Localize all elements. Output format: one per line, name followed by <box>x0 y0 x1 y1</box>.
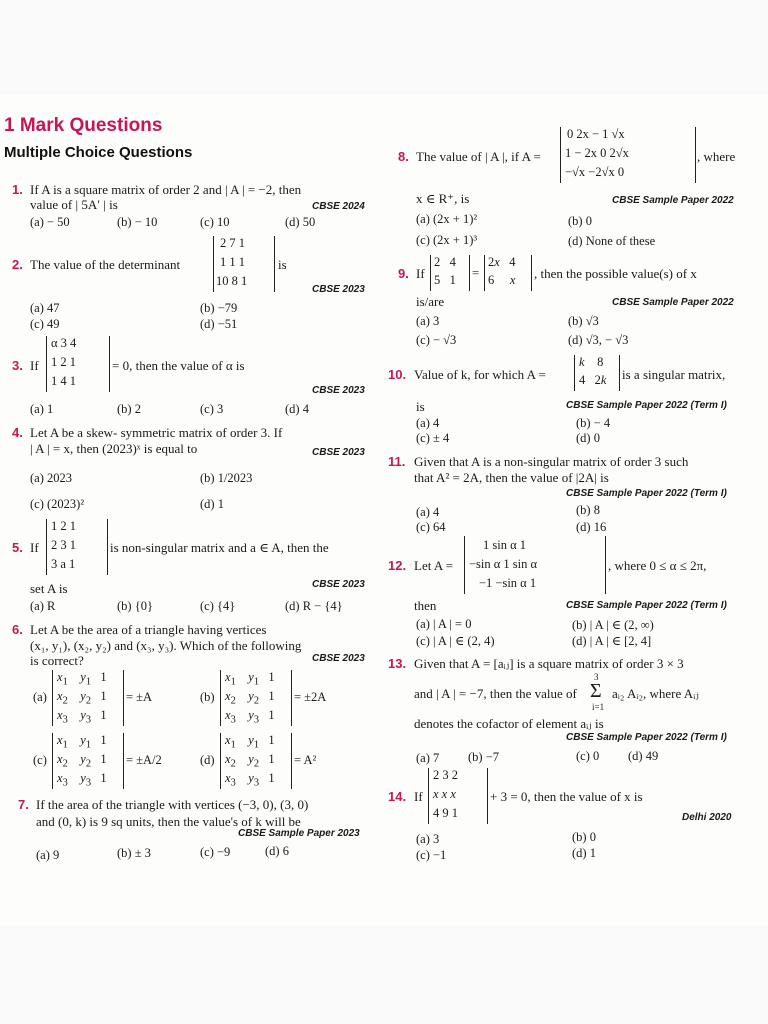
question-source: CBSE Sample Paper 2022 <box>612 195 734 206</box>
question-text-cont: value of | 5A′ | is <box>30 197 118 212</box>
option-a: (a) (2x + 1)² <box>416 212 478 226</box>
question-text: Value of k, for which A = <box>414 367 546 382</box>
option-a: (a) − 50 <box>30 215 70 229</box>
question-source: CBSE 2023 <box>312 653 365 664</box>
question-text-cont: set A is <box>30 581 68 596</box>
matrix <box>46 519 108 575</box>
option-d: (d) 49 <box>628 749 659 763</box>
question-source: CBSE Sample Paper 2023 <box>238 828 360 839</box>
question-source: CBSE Sample Paper 2022 (Term I) <box>566 732 727 743</box>
option-b-determinant: $x_1$ $y_1$ 1 $x_2$ $y_2$ 1 $x_3$ $y_3$ 1 <box>220 670 292 726</box>
matrix <box>560 127 696 183</box>
option-d: (d) 6 <box>265 844 289 858</box>
question-number: 2. <box>12 257 23 272</box>
option-d: (d) None of these <box>568 234 656 248</box>
matrix: k 8 4 2k <box>574 355 620 391</box>
option-d: (d) 50 <box>285 215 316 229</box>
question-text: Given that A is a non-singular matrix of order 3 such <box>414 454 689 469</box>
option-a-label: (a) <box>33 690 47 704</box>
question-number: 4. <box>12 425 23 440</box>
question-text-cont: (x₁, y₁), (x₂, y₂) and (x₃, y₃). Which of the following <box>30 638 302 653</box>
option-d: (d) 1 <box>572 846 596 860</box>
sum-upper-limit: 3 <box>594 672 599 682</box>
question-text: If <box>30 358 39 373</box>
question-text: If A is a square matrix of order 2 and | A | = −2, then <box>30 182 302 197</box>
option-d: (d) √3, − √3 <box>568 333 629 347</box>
question-text: If <box>414 789 423 804</box>
question-number: 8. <box>398 149 409 164</box>
option-c: (c) (2023)² <box>30 497 85 511</box>
question-number: 11. <box>388 454 406 469</box>
determinant-matrix <box>428 768 488 824</box>
question-source: CBSE Sample Paper 2022 (Term I) <box>566 600 727 611</box>
option-b: (b) ± 3 <box>117 846 151 860</box>
option-d: (d) 16 <box>576 520 607 534</box>
question-number: 3. <box>12 358 23 373</box>
matrix-row: 4 9 1 <box>433 806 458 820</box>
option-d: (d) R − {4} <box>285 599 343 613</box>
option-a: (a) 4 <box>416 505 440 519</box>
option-d: = A² <box>294 753 317 767</box>
option-d: (d) −51 <box>200 317 238 331</box>
matrix-row: α 3 4 <box>51 336 77 350</box>
option-a: (a) 7 <box>416 751 440 765</box>
option-a: (a) 1 <box>30 402 54 416</box>
option-c: (c) ± 4 <box>416 431 450 445</box>
option-b: (b) − 10 <box>117 215 158 229</box>
matrix-row: x x x <box>433 787 456 801</box>
determinant-left: 2 4 5 1 <box>430 255 470 291</box>
question-text-cont: that A² = 2A, then the value of |2A| is <box>414 470 609 485</box>
matrix-row: 1 4 1 <box>51 374 76 388</box>
sigma-symbol: Σ <box>590 680 602 702</box>
option-b: (b) 1/2023 <box>200 471 253 485</box>
option-b: (b) {0} <box>117 599 153 613</box>
option-c: (c) (2x + 1)³ <box>416 233 478 247</box>
question-text: Let A = <box>414 558 454 573</box>
matrix-row: −sin α 1 sin α <box>469 557 538 571</box>
question-tail: is <box>278 257 287 272</box>
equals-sign: = <box>472 266 480 280</box>
question-text-cont: is <box>416 399 425 414</box>
option-c: = ±A/2 <box>126 753 162 767</box>
option-a: (a) 4 <box>416 416 440 430</box>
question-number: 1. <box>12 182 23 197</box>
option-d: (d) 4 <box>285 402 309 416</box>
question-text-cont: is/are <box>416 294 445 309</box>
option-a: (a) 3 <box>416 314 440 328</box>
option-d-label: (d) <box>200 753 215 767</box>
matrix-row: 1 2 1 <box>51 355 76 369</box>
option-c: (c) − √3 <box>416 333 457 347</box>
question-tail: , then the possible value(s) of x <box>534 266 697 281</box>
matrix-row: 2 3 2 <box>433 768 458 782</box>
question-number: 13. <box>388 656 407 671</box>
question-text: Let A be the area of a triangle having vertices <box>30 622 267 637</box>
question-number: 7. <box>18 797 29 812</box>
question-tail: is non-singular matrix and a ∈ A, then the <box>110 540 329 555</box>
option-d: (d) 1 <box>200 497 224 511</box>
option-b: (b) 0 <box>572 830 596 844</box>
question-tail: + 3 = 0, then the value of x is <box>490 789 643 804</box>
question-tail: = 0, then the value of α is <box>112 358 245 373</box>
question-text: If <box>30 540 39 555</box>
option-c: (c) 49 <box>30 317 60 331</box>
question-text: If the area of the triangle with vertices (−3, 0), (3, 0) <box>36 797 309 812</box>
matrix-row: 2 7 1 <box>220 236 245 250</box>
matrix <box>464 536 606 594</box>
matrix-row: −√x −2√x 0 <box>565 165 625 179</box>
option-a: = ±A <box>126 690 153 704</box>
question-tail: , where <box>697 149 736 164</box>
option-a: (a) R <box>30 599 56 613</box>
question-source: CBSE 2024 <box>312 201 365 212</box>
option-c-label: (c) <box>33 753 47 767</box>
question-text-cont: and (0, k) is 9 sq units, then the value's of k will be <box>36 814 301 829</box>
question-source: Delhi 2020 <box>682 812 732 823</box>
option-b: (b) 0 <box>568 214 592 228</box>
matrix-row: 3 a 1 <box>51 557 76 571</box>
option-b: (b) −79 <box>200 301 238 315</box>
option-a: (a) 47 <box>30 301 60 315</box>
option-b: (b) | A | ∈ (2, ∞) <box>572 618 654 632</box>
matrix-row: 1 sin α 1 <box>483 538 527 552</box>
question-number: 10. <box>388 367 407 382</box>
option-c: (c) −1 <box>416 848 447 862</box>
sum-lower-limit: i=1 <box>592 702 605 712</box>
option-b: (b) 8 <box>576 503 600 517</box>
determinant-matrix <box>46 336 110 392</box>
question-tail: is a singular matrix, <box>622 367 726 382</box>
determinant-matrix <box>213 236 275 292</box>
question-number: 6. <box>12 622 23 637</box>
determinant-right: 2x 4 6 x <box>484 255 532 291</box>
question-text: Let A be a skew- symmetric matrix of order 3. If <box>30 425 283 440</box>
option-d: (d) 0 <box>576 431 600 445</box>
option-b: (b) 2 <box>117 402 141 416</box>
matrix-row: −1 −sin α 1 <box>479 576 537 590</box>
question-number: 9. <box>398 266 409 281</box>
option-c: (c) 64 <box>416 520 446 534</box>
option-c: (c) 10 <box>200 215 230 229</box>
question-source: CBSE Sample Paper 2022 (Term I) <box>566 400 727 411</box>
question-text-cont: and | A | = −7, then the value of <box>414 686 577 701</box>
option-a: (a) 9 <box>36 848 60 862</box>
question-number: 5. <box>12 540 23 555</box>
option-b: = ±2A <box>294 690 327 704</box>
option-b: (b) − 4 <box>576 416 611 430</box>
question-tail: aᵢ₂ Aᵢ₂, where Aᵢⱼ <box>612 686 699 701</box>
question-tail: , where 0 ≤ α ≤ 2π, <box>608 558 707 573</box>
option-a: (a) 2023 <box>30 471 72 485</box>
question-source: CBSE 2023 <box>312 284 365 295</box>
question-source: CBSE 2023 <box>312 447 365 458</box>
question-source: CBSE 2023 <box>312 579 365 590</box>
question-text: If <box>416 266 425 281</box>
option-c: (c) {4} <box>200 599 236 613</box>
matrix-row: 0 2x − 1 √x <box>567 127 625 141</box>
option-c: (c) −9 <box>200 845 231 859</box>
question-text-cont: | A | = x, then (2023)ˣ is equal to <box>30 441 198 456</box>
matrix-row: 1 − 2x 0 2√x <box>565 146 629 160</box>
option-a: (a) 3 <box>416 832 440 846</box>
option-a: (a) | A | = 0 <box>416 617 472 631</box>
question-source: CBSE Sample Paper 2022 <box>612 297 734 308</box>
matrix-row: 1 2 1 <box>51 519 76 533</box>
question-number: 12. <box>388 558 407 573</box>
matrix-row: 1 1 1 <box>220 255 245 269</box>
question-text: The value of the determinant <box>30 257 181 272</box>
option-d-determinant: $x_1$ $y_1$ 1 $x_2$ $y_2$ 1 $x_3$ $y_3$ 1 <box>220 733 292 789</box>
option-b-label: (b) <box>200 690 215 704</box>
option-b: (b) −7 <box>468 750 499 764</box>
question-source: CBSE 2023 <box>312 385 365 396</box>
section-heading: 1 Mark Questions <box>4 115 163 136</box>
option-d: (d) | A | ∈ [2, 4] <box>572 634 652 648</box>
matrix-row: 10 8 1 <box>216 274 248 288</box>
option-c-determinant: $x_1$ $y_1$ 1 $x_2$ $y_2$ 1 $x_3$ $y_3$ 1 <box>52 733 124 789</box>
question-text-cont: x ∈ R⁺, is <box>416 191 470 206</box>
question-text-cont: is correct? <box>30 653 84 668</box>
question-text: Given that A = [aᵢⱼ] is a square matrix of order 3 × 3 <box>414 656 684 671</box>
question-number: 14. <box>388 789 407 804</box>
question-text-cont: then <box>414 598 437 613</box>
option-b: (b) √3 <box>568 314 599 328</box>
option-c: (c) 0 <box>576 749 600 763</box>
section-subheading: Multiple Choice Questions <box>4 144 193 161</box>
option-c: (c) | A | ∈ (2, 4) <box>416 634 495 648</box>
option-c: (c) 3 <box>200 402 224 416</box>
matrix-row: 2 3 1 <box>51 538 76 552</box>
question-source: CBSE Sample Paper 2022 (Term I) <box>566 488 727 499</box>
option-a-determinant: $x_1$ $y_1$ 1 $x_2$ $y_2$ 1 $x_3$ $y_3$ 1 <box>52 670 124 726</box>
question-text-cont: denotes the cofactor of element aᵢⱼ is <box>414 716 604 731</box>
question-text: The value of | A |, if A = <box>416 149 541 164</box>
